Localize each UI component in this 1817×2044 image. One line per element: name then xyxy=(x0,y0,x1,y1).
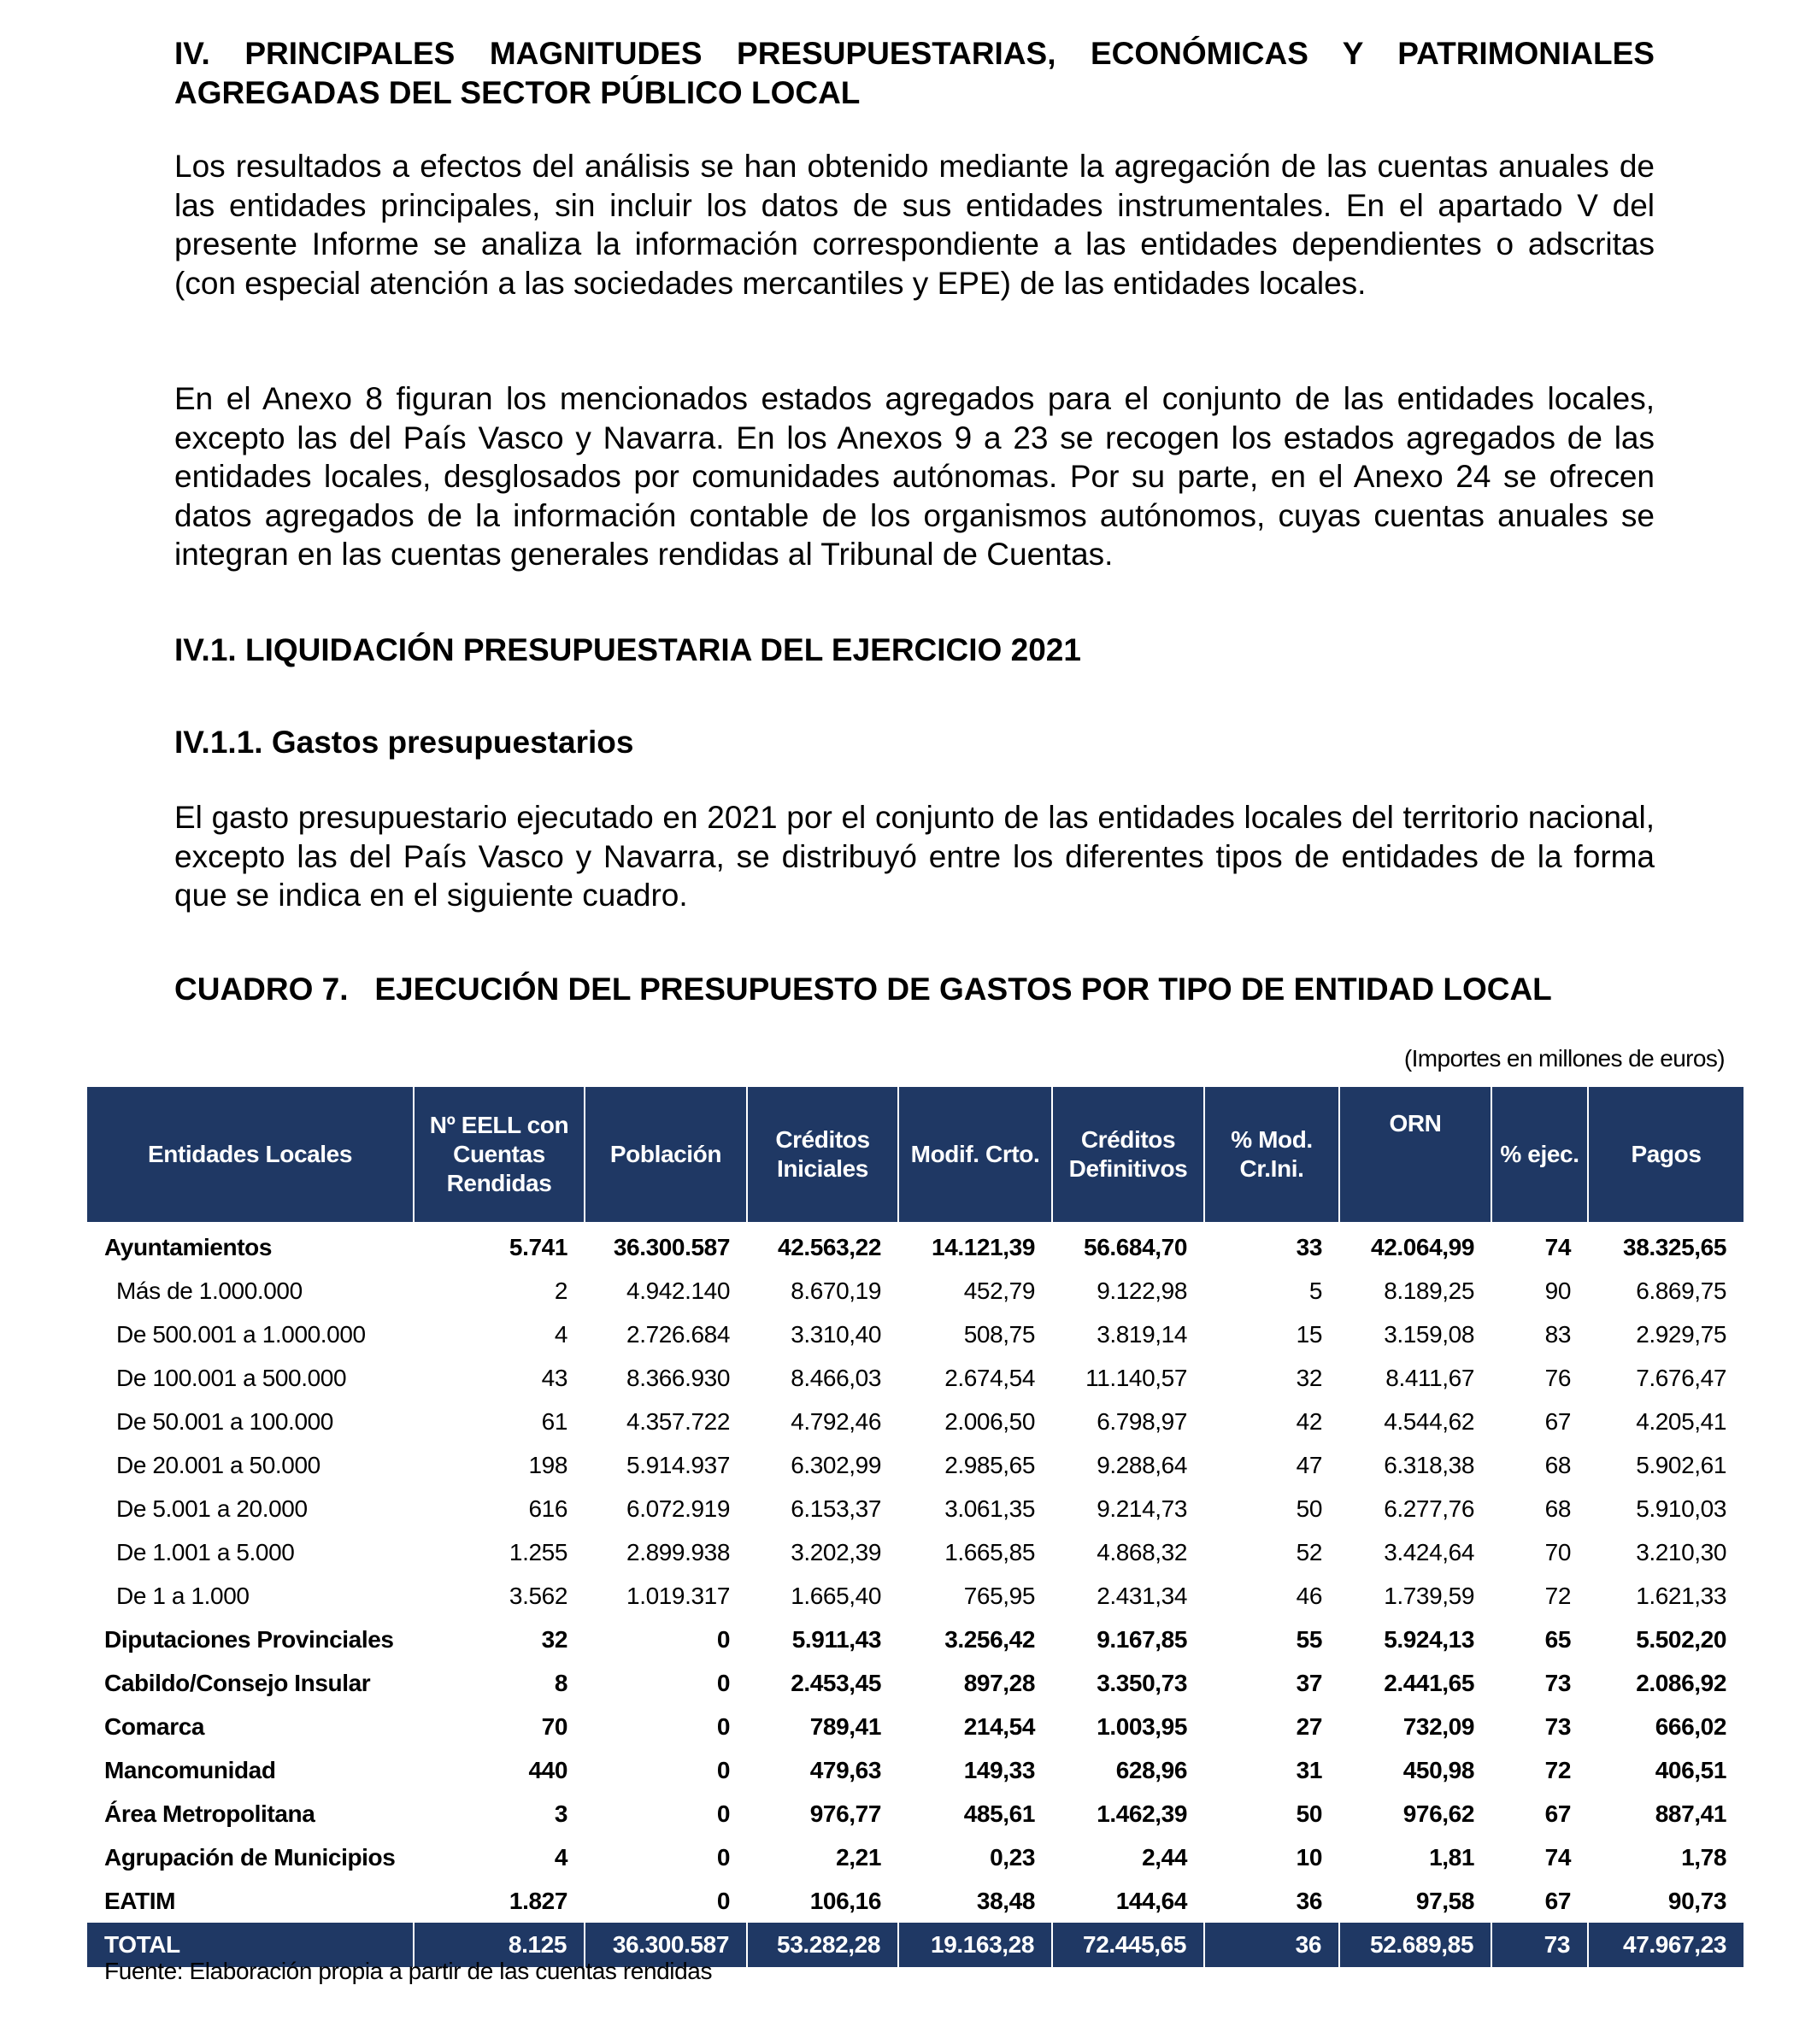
creditos-iniciales-cell: 1.665,40 xyxy=(791,1582,881,1609)
modif-crto-cell: 14.121,39 xyxy=(932,1233,1035,1260)
pct-ejec-cell: 73 xyxy=(1544,1669,1571,1696)
pct-ejec-cell: 68 xyxy=(1544,1495,1571,1522)
pagos-cell: 7.676,47 xyxy=(1636,1364,1726,1391)
pct-mod-cell: 36 xyxy=(1296,1887,1322,1914)
entity-name-cell: De 50.001 a 100.000 xyxy=(116,1407,333,1435)
orn-cell: 8.411,67 xyxy=(1385,1364,1474,1391)
pct-ejec-cell: 72 xyxy=(1544,1582,1571,1609)
num-eell-cell: 4 xyxy=(554,1843,567,1871)
pct-mod-cell: 50 xyxy=(1296,1495,1322,1522)
entity-name-cell: De 20.001 a 50.000 xyxy=(116,1451,320,1478)
modif-crto-cell: 897,28 xyxy=(963,1669,1035,1696)
subsubsection-title: IV.1.1. Gastos presupuestarios xyxy=(174,725,634,760)
creditos-iniciales-cell: 6.302,99 xyxy=(791,1451,881,1478)
modif-crto-cell: 149,33 xyxy=(963,1756,1035,1783)
num-eell-cell: 198 xyxy=(528,1451,567,1478)
col-header-poblacion: Población xyxy=(585,1087,747,1222)
creditos-iniciales-cell: 479,63 xyxy=(809,1756,881,1783)
orn-cell: 3.159,08 xyxy=(1384,1320,1474,1348)
creditos-definitivos-cell: 2.431,34 xyxy=(1097,1582,1187,1609)
modif-crto-cell: 19.163,28 xyxy=(898,1923,1052,1967)
entity-name-cell: De 5.001 a 20.000 xyxy=(116,1495,308,1522)
num-eell-cell: 1.827 xyxy=(509,1887,567,1914)
pct-mod-cell: 52 xyxy=(1296,1538,1322,1565)
poblacion-cell: 4.357.722 xyxy=(626,1407,730,1435)
pct-ejec-cell: 70 xyxy=(1544,1538,1571,1565)
creditos-iniciales-cell: 2.453,45 xyxy=(791,1669,881,1696)
poblacion-cell: 36.300.587 xyxy=(613,1233,730,1260)
entity-name-cell: De 1 a 1.000 xyxy=(116,1582,250,1609)
pagos-cell: 5.910,03 xyxy=(1636,1495,1726,1522)
table-row xyxy=(87,1443,1743,1487)
pagos-cell: 2.929,75 xyxy=(1636,1320,1726,1348)
creditos-definitivos-cell: 11.140,57 xyxy=(1085,1364,1187,1391)
pct-mod-cell: 46 xyxy=(1296,1582,1322,1609)
num-eell-cell: 3.562 xyxy=(509,1582,567,1609)
modif-crto-cell: 2.674,54 xyxy=(944,1364,1035,1391)
creditos-iniciales-cell: 789,41 xyxy=(809,1712,881,1740)
creditos-iniciales-cell: 3.202,39 xyxy=(791,1538,881,1565)
pct-ejec-cell: 73 xyxy=(1491,1923,1588,1967)
num-eell-cell: 8 xyxy=(554,1669,567,1696)
pct-mod-cell: 37 xyxy=(1296,1669,1322,1696)
pagos-cell: 47.967,23 xyxy=(1588,1923,1743,1967)
table-row xyxy=(87,1835,1743,1879)
col-header-creditos-definitivos: Créditos Definitivos xyxy=(1052,1087,1204,1222)
num-eell-cell: 5.741 xyxy=(509,1233,567,1260)
num-eell-cell: 1.255 xyxy=(509,1538,567,1565)
poblacion-cell: 36.300.587 xyxy=(585,1923,747,1967)
col-header-modif-crto: Modif. Crto. xyxy=(898,1087,1052,1222)
table-row xyxy=(87,1792,1743,1835)
col-header-num-eell: Nº EELL con Cuentas Rendidas xyxy=(414,1087,585,1222)
pagos-cell: 5.502,20 xyxy=(1636,1625,1726,1653)
creditos-definitivos-cell: 144,64 xyxy=(1115,1887,1187,1914)
entity-name-cell: De 500.001 a 1.000.000 xyxy=(116,1320,366,1348)
col-header-pct-ejec: % ejec. xyxy=(1491,1087,1588,1222)
col-header-pagos: Pagos xyxy=(1588,1087,1743,1222)
annex-paragraph: En el Anexo 8 figuran los mencionados estados agregados para el conjunto de las entidades locales, excepto las del País Vasco y Navarra. En los Anexos 9 a 23 se recogen los estados agregados de las entidades locales, desglosados por comunidades autónomas. Por su parte, en el Anexo 24 se ofrecen datos agregados de la información contable de los organismos autónomos, cuyas cuentas anuales se integran en las cuentas generales rendidas al Tribunal de Cuentas. xyxy=(174,381,1655,572)
pagos-cell: 3.210,30 xyxy=(1636,1538,1726,1565)
orn-cell: 2.441,65 xyxy=(1384,1669,1474,1696)
pagos-cell: 1,78 xyxy=(1681,1843,1726,1871)
pagos-cell: 38.325,65 xyxy=(1623,1233,1726,1260)
entity-name-cell: Agrupación de Municipios xyxy=(104,1843,396,1871)
units-note: (Importes en millones de euros) xyxy=(1403,1045,1725,1072)
pagos-cell: 406,51 xyxy=(1655,1756,1726,1783)
creditos-definitivos-cell: 1.462,39 xyxy=(1097,1800,1187,1827)
num-eell-cell: 2 xyxy=(554,1277,567,1304)
creditos-iniciales-cell: 106,16 xyxy=(809,1887,881,1914)
num-eell-cell: 4 xyxy=(554,1320,567,1348)
entity-name-cell: Comarca xyxy=(104,1712,205,1740)
modif-crto-cell: 38,48 xyxy=(976,1887,1035,1914)
creditos-definitivos-cell: 2,44 xyxy=(1142,1843,1187,1871)
creditos-iniciales-cell: 53.282,28 xyxy=(747,1923,898,1967)
entity-name-cell: De 1.001 a 5.000 xyxy=(116,1538,295,1565)
entity-name-cell: Más de 1.000.000 xyxy=(116,1277,303,1304)
pct-ejec-cell: 67 xyxy=(1544,1800,1571,1827)
modif-crto-cell: 0,23 xyxy=(990,1843,1035,1871)
poblacion-cell: 5.914.937 xyxy=(626,1451,730,1478)
pagos-cell: 666,02 xyxy=(1655,1712,1726,1740)
poblacion-cell: 0 xyxy=(716,1800,730,1827)
pct-mod-cell: 33 xyxy=(1296,1233,1322,1260)
orn-cell: 732,09 xyxy=(1402,1712,1474,1740)
creditos-definitivos-cell: 9.288,64 xyxy=(1097,1451,1187,1478)
poblacion-cell: 0 xyxy=(716,1756,730,1783)
orn-cell: 1,81 xyxy=(1429,1843,1474,1871)
pct-ejec-cell: 90 xyxy=(1544,1277,1571,1304)
table-row xyxy=(87,1356,1743,1400)
num-eell-cell: 61 xyxy=(541,1407,567,1435)
creditos-iniciales-cell: 3.310,40 xyxy=(791,1320,881,1348)
modif-crto-cell: 452,79 xyxy=(963,1277,1035,1304)
table-row xyxy=(87,1400,1743,1443)
pct-mod-cell: 10 xyxy=(1296,1843,1322,1871)
num-eell-cell: 8.125 xyxy=(414,1923,585,1967)
creditos-definitivos-cell: 9.122,98 xyxy=(1097,1277,1187,1304)
pct-mod-cell: 47 xyxy=(1296,1451,1322,1478)
creditos-iniciales-cell: 976,77 xyxy=(809,1800,881,1827)
col-header-pct-mod: % Mod. Cr.Ini. xyxy=(1204,1087,1339,1222)
pagos-cell: 887,41 xyxy=(1655,1800,1726,1827)
pct-ejec-cell: 76 xyxy=(1544,1364,1571,1391)
table-caption: CUADRO 7. EJECUCIÓN DEL PRESUPUESTO DE GASTOS POR TIPO DE ENTIDAD LOCAL xyxy=(174,972,1552,1007)
pct-mod-cell: 5 xyxy=(1308,1277,1322,1304)
pct-mod-cell: 50 xyxy=(1296,1800,1322,1827)
expense-paragraph: El gasto presupuestario ejecutado en 2021 por el conjunto de las entidades locales del territorio nacional, excepto las del País Vasco y Navarra, se distribuyó entre los diferentes tipos de entidades de la forma que se indica en el siguiente cuadro. xyxy=(174,800,1655,913)
entity-name-cell: Cabildo/Consejo Insular xyxy=(104,1669,371,1696)
creditos-iniciales-cell: 4.792,46 xyxy=(791,1407,881,1435)
table-row xyxy=(87,1748,1743,1792)
table-row xyxy=(87,1269,1743,1313)
poblacion-cell: 0 xyxy=(716,1887,730,1914)
section-title-line1: IV. PRINCIPALES MAGNITUDES PRESUPUESTARIAS, ECONÓMICAS Y PATRIMONIALES xyxy=(174,36,1655,71)
poblacion-cell: 2.899.938 xyxy=(626,1538,730,1565)
table-header-row xyxy=(87,1087,1743,1222)
creditos-definitivos-cell: 1.003,95 xyxy=(1097,1712,1187,1740)
num-eell-cell: 616 xyxy=(528,1495,567,1522)
poblacion-cell: 6.072.919 xyxy=(626,1495,730,1522)
table-row xyxy=(87,1313,1743,1356)
pct-ejec-cell: 74 xyxy=(1544,1233,1571,1260)
poblacion-cell: 0 xyxy=(716,1712,730,1740)
modif-crto-cell: 3.256,42 xyxy=(944,1625,1035,1653)
pct-mod-cell: 31 xyxy=(1296,1756,1322,1783)
num-eell-cell: 70 xyxy=(541,1712,567,1740)
pagos-cell: 2.086,92 xyxy=(1636,1669,1726,1696)
orn-cell: 97,58 xyxy=(1415,1887,1474,1914)
creditos-definitivos-cell: 56.684,70 xyxy=(1084,1233,1187,1260)
pagos-cell: 4.205,41 xyxy=(1636,1407,1726,1435)
creditos-definitivos-cell: 9.167,85 xyxy=(1097,1625,1187,1653)
pct-mod-cell: 42 xyxy=(1296,1407,1322,1435)
table-row xyxy=(87,1222,1743,1269)
poblacion-cell: 8.366.930 xyxy=(626,1364,730,1391)
pct-ejec-cell: 74 xyxy=(1544,1843,1571,1871)
creditos-definitivos-cell: 3.350,73 xyxy=(1097,1669,1187,1696)
creditos-iniciales-cell: 5.911,43 xyxy=(791,1625,881,1653)
modif-crto-cell: 485,61 xyxy=(963,1800,1035,1827)
orn-cell: 976,62 xyxy=(1402,1800,1474,1827)
pagos-cell: 6.869,75 xyxy=(1636,1277,1726,1304)
pct-mod-cell: 27 xyxy=(1296,1712,1322,1740)
num-eell-cell: 43 xyxy=(541,1364,567,1391)
orn-cell: 1.739,59 xyxy=(1384,1582,1474,1609)
creditos-iniciales-cell: 6.153,37 xyxy=(791,1495,881,1522)
creditos-definitivos-cell: 628,96 xyxy=(1115,1756,1187,1783)
entity-name-cell: TOTAL xyxy=(87,1923,414,1967)
entity-name-cell: EATIM xyxy=(104,1887,176,1914)
creditos-iniciales-cell: 8.670,19 xyxy=(791,1277,881,1304)
table-body xyxy=(87,1222,1743,1967)
col-header-orn: ORN xyxy=(1339,1087,1491,1222)
creditos-definitivos-cell: 3.819,14 xyxy=(1097,1320,1187,1348)
poblacion-cell: 0 xyxy=(716,1625,730,1653)
poblacion-cell: 4.942.140 xyxy=(626,1277,730,1304)
col-header-entidades: Entidades Locales xyxy=(87,1087,414,1222)
table-row xyxy=(87,1574,1743,1618)
entity-name-cell: Mancomunidad xyxy=(104,1756,276,1783)
pagos-cell: 1.621,33 xyxy=(1636,1582,1726,1609)
num-eell-cell: 440 xyxy=(528,1756,567,1783)
poblacion-cell: 0 xyxy=(716,1843,730,1871)
creditos-definitivos-cell: 6.798,97 xyxy=(1097,1407,1187,1435)
table-row xyxy=(87,1487,1743,1530)
orn-cell: 42.064,99 xyxy=(1371,1233,1474,1260)
poblacion-cell: 0 xyxy=(716,1669,730,1696)
pct-mod-cell: 36 xyxy=(1204,1923,1339,1967)
pct-mod-cell: 55 xyxy=(1296,1625,1322,1653)
modif-crto-cell: 765,95 xyxy=(963,1582,1035,1609)
pct-ejec-cell: 83 xyxy=(1544,1320,1571,1348)
pct-ejec-cell: 73 xyxy=(1544,1712,1571,1740)
orn-cell: 8.189,25 xyxy=(1384,1277,1474,1304)
entity-name-cell: De 100.001 a 500.000 xyxy=(116,1364,347,1391)
orn-cell: 6.277,76 xyxy=(1384,1495,1474,1522)
num-eell-cell: 3 xyxy=(554,1800,567,1827)
pct-ejec-cell: 65 xyxy=(1544,1625,1571,1653)
entity-name-cell: Área Metropolitana xyxy=(104,1800,315,1827)
table-row xyxy=(87,1879,1743,1923)
table-row xyxy=(87,1705,1743,1748)
modif-crto-cell: 2.985,65 xyxy=(944,1451,1035,1478)
orn-cell: 6.318,38 xyxy=(1384,1451,1474,1478)
intro-paragraph: Los resultados a efectos del análisis se han obtenido mediante la agregación de las cuentas anuales de las entidades principales, sin incluir los datos de sus entidades instrumentales. En el apartado V del presente Informe se analiza la información correspondiente a las entidades dependientes o adscritas (con especial atención a las sociedades mercantiles y EPE) de las entidades locales. xyxy=(174,149,1655,301)
pct-ejec-cell: 67 xyxy=(1544,1887,1571,1914)
entity-name-cell: Diputaciones Provinciales xyxy=(104,1625,394,1653)
orn-cell: 52.689,85 xyxy=(1339,1923,1491,1967)
table-row xyxy=(87,1618,1743,1661)
modif-crto-cell: 3.061,35 xyxy=(944,1495,1035,1522)
table-row xyxy=(87,1661,1743,1705)
pct-mod-cell: 15 xyxy=(1296,1320,1322,1348)
creditos-iniciales-cell: 8.466,03 xyxy=(791,1364,881,1391)
pagos-cell: 5.902,61 xyxy=(1636,1451,1726,1478)
modif-crto-cell: 2.006,50 xyxy=(944,1407,1035,1435)
creditos-definitivos-cell: 72.445,65 xyxy=(1052,1923,1204,1967)
section-title-line2: AGREGADAS DEL SECTOR PÚBLICO LOCAL xyxy=(174,75,861,110)
num-eell-cell: 32 xyxy=(541,1625,567,1653)
creditos-iniciales-cell: 2,21 xyxy=(836,1843,881,1871)
orn-cell: 5.924,13 xyxy=(1384,1625,1474,1653)
col-header-creditos-iniciales: Créditos Iniciales xyxy=(747,1087,898,1222)
table-row xyxy=(87,1530,1743,1574)
entity-name-cell: Ayuntamientos xyxy=(104,1233,273,1260)
budget-table xyxy=(87,1087,1743,1967)
creditos-definitivos-cell: 4.868,32 xyxy=(1097,1538,1187,1565)
modif-crto-cell: 1.665,85 xyxy=(944,1538,1035,1565)
poblacion-cell: 1.019.317 xyxy=(626,1582,730,1609)
creditos-iniciales-cell: 42.563,22 xyxy=(778,1233,881,1260)
poblacion-cell: 2.726.684 xyxy=(626,1320,730,1348)
pct-ejec-cell: 72 xyxy=(1544,1756,1571,1783)
table-source: Fuente: Elaboración propia a partir de las cuentas rendidas xyxy=(104,1958,713,1984)
modif-crto-cell: 214,54 xyxy=(963,1712,1035,1740)
pagos-cell: 90,73 xyxy=(1667,1887,1726,1914)
pct-mod-cell: 32 xyxy=(1296,1364,1322,1391)
orn-cell: 450,98 xyxy=(1402,1756,1474,1783)
orn-cell: 3.424,64 xyxy=(1384,1538,1474,1565)
modif-crto-cell: 508,75 xyxy=(963,1320,1035,1348)
subsection-title: IV.1. LIQUIDACIÓN PRESUPUESTARIA DEL EJERCICIO 2021 xyxy=(174,632,1081,667)
pct-ejec-cell: 68 xyxy=(1544,1451,1571,1478)
orn-cell: 4.544,62 xyxy=(1384,1407,1474,1435)
pct-ejec-cell: 67 xyxy=(1544,1407,1571,1435)
creditos-definitivos-cell: 9.214,73 xyxy=(1097,1495,1187,1522)
